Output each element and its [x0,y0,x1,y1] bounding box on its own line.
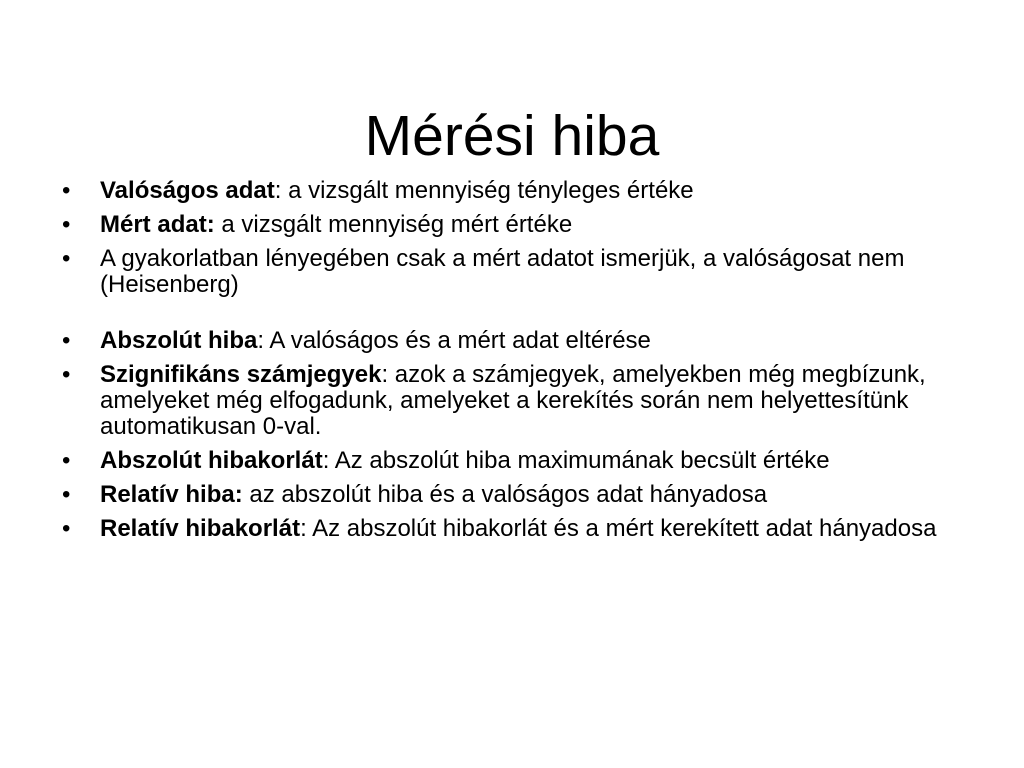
bullet-item [56,516,956,542]
bullet-text: : Az abszolút hibakorlát és a mért kerekített adat hányadosa [300,515,937,542]
bullet-item [56,328,956,354]
bullet-dot-icon: • [62,211,71,238]
bullet-term: Relatív hibakorlát [100,515,301,542]
bullet-dot-icon: • [62,327,71,354]
bullet-text: : A valóságos és a mért adat eltérése [257,327,651,354]
bullet-text: a vizsgált mennyiség mért értéke [214,211,573,238]
bullet-term: Szignifikáns számjegyek [100,361,382,388]
bullet-dot-icon: • [62,177,71,204]
bullet-item [56,212,956,238]
bullet-dot-icon: • [62,447,71,474]
bullet-dot-icon: • [62,361,71,388]
bullet-text: : Az abszolút hiba maximumának becsült értéke [322,447,830,474]
bullet-list [56,178,956,550]
bullet-item [56,448,956,474]
bullet-term: Abszolút hiba [100,327,258,354]
bullet-term: Mért adat: [100,211,215,238]
bullet-item [56,246,956,298]
bullet-text: A gyakorlatban lényegében csak a mért adatot ismerjük, a valóságosat nem (Heisenberg) [100,245,905,298]
bullet-term: Abszolút hibakorlát [100,447,323,474]
bullet-text: : azok a számjegyek, amelyekben még megbízunk, amelyeket még elfogadunk, amelyeket a kerekítés során nem helyettesítünk automatikusan 0-val. [100,361,926,440]
slide-title: Mérési hiba [364,104,660,169]
bullet-dot-icon: • [62,515,71,542]
bullet-text: : a vizsgált mennyiség tényleges értéke [274,177,694,204]
bullet-item [56,362,956,440]
bullet-dot-icon: • [62,481,71,508]
bullet-term: Valóságos adat [100,177,275,204]
bullet-item [56,178,956,204]
bullet-term: Relatív hiba: [100,481,243,508]
bullet-item [56,482,956,508]
bullet-text: az abszolút hiba és a valóságos adat hányadosa [242,481,768,508]
bullet-dot-icon: • [62,245,71,272]
